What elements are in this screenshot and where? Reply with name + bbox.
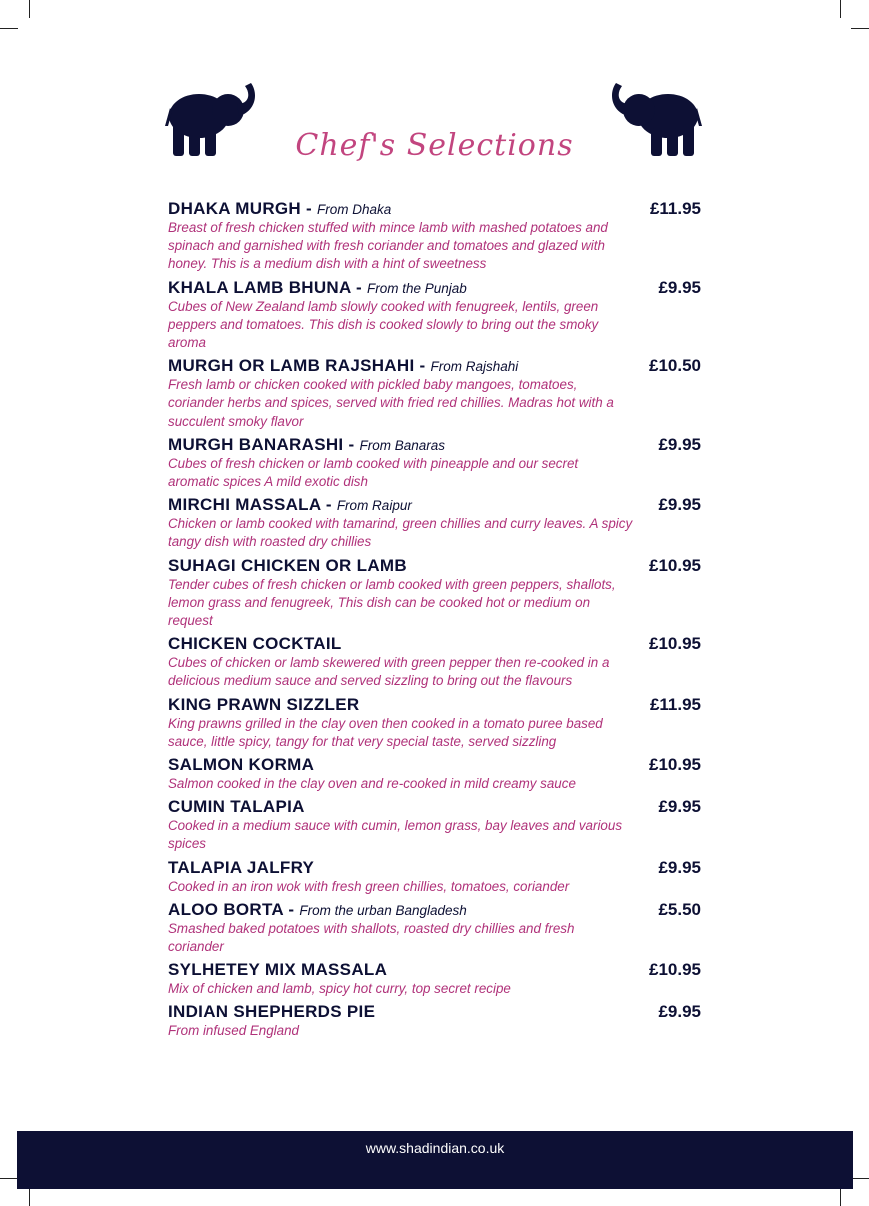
dish-name: KHALA LAMB BHUNA (168, 277, 351, 297)
menu-item (168, 1002, 701, 1040)
dish-price: £11.95 (649, 199, 701, 218)
dish-description: Cubes of fresh chicken or lamb cooked with pineapple and our secret aromatic spices A mild exotic dish (168, 455, 579, 490)
dish-name: DHAKA MURGH (168, 199, 301, 218)
dish-title (168, 556, 407, 576)
dash-separator: - (320, 495, 337, 515)
dish-title (168, 199, 391, 219)
menu-item-header (168, 797, 701, 817)
menu-item-header (168, 199, 701, 219)
menu-item (168, 356, 701, 431)
dish-origin: From Dhaka (317, 202, 392, 217)
crop-mark (29, 1188, 30, 1206)
crop-mark (851, 1178, 869, 1179)
dish-price: £9.95 (658, 797, 701, 817)
menu-item (168, 695, 701, 751)
dash-separator: - (414, 356, 431, 376)
dish-price: £9.95 (658, 857, 701, 877)
crop-mark (840, 0, 841, 18)
dish-title (168, 797, 305, 817)
dish-name: MIRCHI MASSALA (168, 495, 321, 515)
dish-origin: From the Punjab (366, 280, 467, 296)
menu-item (168, 960, 701, 998)
dish-description: Tender cubes of fresh chicken or lamb cooked with green peppers, shallots, lemon grass and fenugreek, This dish can be cooked hot or medium on request (168, 576, 616, 629)
crop-mark (0, 28, 18, 29)
menu-item-header (168, 1002, 701, 1022)
dish-price: £9.95 (658, 277, 701, 297)
menu-list (168, 199, 701, 1045)
dish-title (168, 1002, 375, 1022)
menu-item-header (168, 435, 701, 455)
dish-name: SALMON KORMA (168, 755, 315, 775)
menu-item-header (168, 960, 701, 980)
menu-item-header (168, 695, 701, 715)
dish-origin: From Banaras (359, 437, 445, 453)
dish-description: Cooked in an iron wok with fresh green chillies, tomatoes, coriander (168, 878, 570, 894)
menu-item (168, 278, 701, 353)
dish-price: £10.95 (649, 960, 701, 980)
dish-name: ALOO BORTA (168, 899, 284, 919)
crop-mark (29, 0, 30, 18)
dish-price: £9.95 (658, 434, 701, 454)
menu-item-header (168, 495, 701, 515)
menu-item (168, 199, 701, 274)
dish-origin: From Raipur (336, 498, 412, 514)
menu-item (168, 858, 701, 896)
dish-description: Smashed baked potatoes with shallots, roasted dry chillies and fresh coriander (168, 920, 575, 955)
dish-description: Cubes of New Zealand lamb slowly cooked with fenugreek, lentils, green peppers and tomatoes. This dish is cooked slowly to bring out the smoky aroma (168, 298, 599, 351)
menu-item (168, 797, 701, 853)
dish-price: £10.95 (649, 634, 701, 654)
dish-title (168, 960, 387, 980)
menu-item-header (168, 634, 701, 654)
dish-title (168, 858, 314, 878)
dish-title (168, 495, 412, 515)
dish-title (168, 634, 342, 654)
menu-item-header (168, 755, 701, 775)
dish-description: Cubes of chicken or lamb skewered with green pepper then re-cooked in a delicious medium sauce and served sizzling to bring out the flavours (168, 655, 610, 689)
dish-description: Mix of chicken and lamb, spicy hot curry, top secret recipe (168, 981, 511, 997)
menu-item (168, 556, 701, 631)
dish-price: £10.95 (649, 755, 701, 775)
dish-title (168, 900, 467, 920)
dish-title (168, 755, 314, 775)
menu-item-header (168, 278, 701, 298)
dish-description: Breast of fresh chicken stuffed with mince lamb with mashed potatoes and spinach and garnished with fresh coriander and tomatoes and glazed with honey. This is a medium dish with a hint of sweetness (168, 220, 608, 272)
dish-name: CUMIN TALAPIA (168, 797, 305, 817)
dish-description: Chicken or lamb cooked with tamarind, green chillies and curry leaves. A spicy tangy dish with roasted dry chillies (168, 516, 633, 550)
dish-name: INDIAN SHEPHERDS PIE (168, 1002, 376, 1022)
dish-name: SYLHETEY MIX MASSALA (168, 960, 388, 980)
dish-price: £9.95 (658, 1002, 701, 1022)
dish-description: Salmon cooked in the clay oven and re-cooked in mild creamy sauce (168, 776, 576, 792)
dish-description: Fresh lamb or chicken cooked with pickled baby mangoes, tomatoes, coriander herbs and spices, served with fried red chillies. Madras hot with a succulent smoky flavor (168, 377, 614, 429)
dish-title (168, 695, 359, 715)
menu-item-header (168, 356, 701, 376)
dish-price: £10.95 (649, 555, 701, 575)
menu-header (0, 80, 869, 190)
dish-name: TALAPIA JALFRY (168, 857, 315, 877)
menu-item-header (168, 900, 701, 920)
dish-price: £10.50 (649, 356, 701, 376)
dish-name: SUHAGI CHICKEN OR LAMB (168, 555, 407, 575)
crop-mark (851, 28, 869, 29)
dish-name: CHICKEN COCKTAIL (168, 634, 342, 654)
dish-price: £11.95 (649, 694, 701, 714)
menu-item (168, 634, 701, 690)
menu-item (168, 495, 701, 551)
crop-mark (840, 1188, 841, 1206)
dash-separator: - (301, 199, 318, 218)
crop-mark (0, 1178, 18, 1179)
menu-item (168, 900, 701, 956)
menu-item (168, 435, 701, 491)
menu-item-header (168, 556, 701, 576)
dish-name: MURGH BANARASHI (168, 434, 344, 454)
menu-item-header (168, 858, 701, 878)
dash-separator: - (350, 277, 367, 297)
website-url: www.shadindian.co.uk (365, 1140, 505, 1156)
dish-description: From infused England (168, 1023, 300, 1039)
dash-separator: - (283, 899, 300, 919)
dish-price: £9.95 (658, 495, 701, 515)
dish-price: £5.50 (658, 899, 701, 919)
page-title: Chef's Selections (295, 128, 574, 163)
dish-title (168, 435, 445, 455)
dish-title (168, 356, 518, 376)
footer-bar (17, 1131, 853, 1189)
dish-name: MURGH OR LAMB RAJSHAHI (168, 356, 415, 376)
dish-description: Cooked in a medium sauce with cumin, lemon grass, bay leaves and various spices (168, 818, 623, 852)
menu-item (168, 755, 701, 793)
dash-separator: - (343, 434, 360, 454)
dish-title (168, 278, 467, 298)
dish-origin: From Rajshahi (430, 359, 519, 375)
dish-name: KING PRAWN SIZZLER (168, 694, 360, 714)
dish-origin: From the urban Bangladesh (299, 902, 467, 918)
dish-description: King prawns grilled in the clay oven then cooked in a tomato puree based sauce, little spicy, tangy for that very special taste, served sizzling (168, 715, 603, 749)
